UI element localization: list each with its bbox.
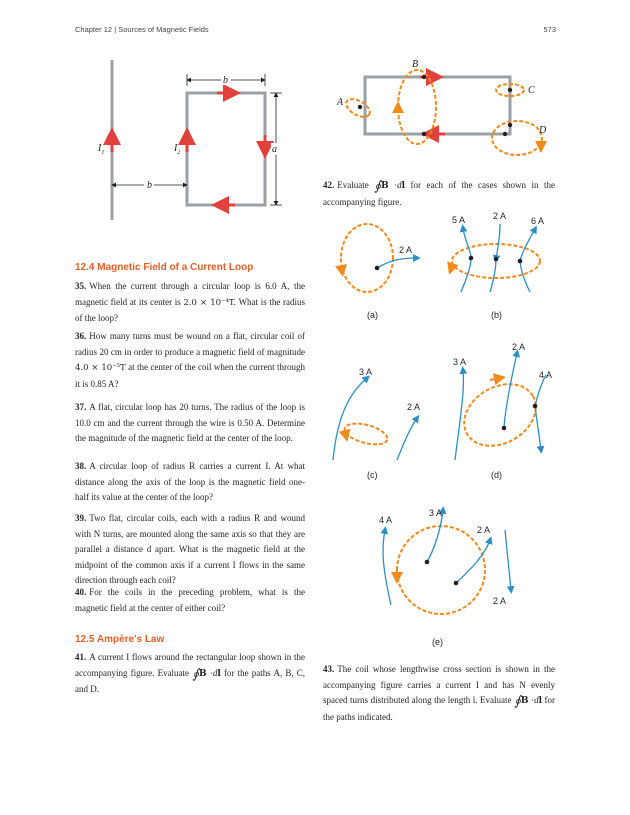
- dim-b-bottom: b: [147, 180, 152, 191]
- dim-b-top: b: [223, 75, 228, 86]
- path-c-label: C: [528, 85, 535, 96]
- svg-text:2 A: 2 A: [512, 342, 526, 352]
- problem-40: 40. For the coils in the preceding problem, what is the magnetic field at the center of either coil?: [75, 587, 305, 613]
- case-c-label: (c): [367, 470, 378, 480]
- svg-text:5 A: 5 A: [452, 215, 466, 225]
- path-d: [492, 121, 542, 155]
- problem-42: 42. Evaluate ∮B ·dl for each of the cases shown in the accompanying figure.: [323, 179, 555, 207]
- svg-text:3 A: 3 A: [453, 357, 467, 367]
- chapter-header: Chapter 12 | Sources of Magnetic Fields: [75, 25, 209, 34]
- dim-a: a: [272, 144, 277, 155]
- path-d-label: D: [539, 125, 547, 136]
- case-a: [341, 224, 417, 320]
- problem-39: 39. Two flat, circular coils, each with a radius R and wound with N turns, are mounted along the same axis so that they are parallel a distance d apart. What is the magnetic field at the midpoint of the common axis if a current I flows in the same direction through each coil?: [75, 513, 305, 585]
- figure-cases-a-e: [325, 210, 555, 650]
- label-i1: $I_1$: [98, 143, 105, 156]
- svg-text:4 A: 4 A: [379, 515, 393, 525]
- problem-43: 43. The coil whose lengthwise cross section is shown in the accompanying figure carries a current I and has N evenly spaced turns distributed along the length l. Evaluate ∮B ·dl for the paths indicated.: [323, 664, 556, 722]
- case-e: [379, 508, 511, 647]
- path-a: [343, 95, 373, 120]
- case-a-label: (a): [367, 310, 378, 320]
- problem-38: 38. A circular loop of radius R carries a current I. At what distance along the axis of the loop is the magnetic field one-half its value at the center of the loop?: [75, 461, 305, 502]
- section-title-12-4: 12.4 Magnetic Field of a Current Loop: [75, 262, 254, 273]
- section-title-12-5: 12.5 Ampère's Law: [75, 634, 165, 645]
- page-number: 573: [543, 25, 556, 34]
- case-b: [451, 211, 544, 320]
- case-c: [333, 367, 420, 480]
- case-e-label: (e): [432, 637, 443, 647]
- case-d: [453, 342, 552, 480]
- label-i2: $I_2$: [174, 143, 181, 156]
- svg-text:2 A: 2 A: [477, 525, 491, 535]
- problem-35: 35. When the current through a circular loop is 6.0 A, the magnetic field at its center is 2.0 × 10⁻⁴T. What is the radius of the loop?: [75, 281, 305, 323]
- svg-text:6 A: 6 A: [531, 216, 545, 226]
- problem-41: 41. A current I flows around the rectangular loop shown in the accompanying figure. Evaluate ∮B ·dl for the paths A, B, C, and D.: [75, 652, 306, 694]
- svg-text:2 A: 2 A: [407, 402, 421, 412]
- path-a-label: A: [337, 97, 344, 108]
- figure-wire-and-loop: [90, 60, 300, 220]
- svg-text:4 A: 4 A: [539, 370, 553, 380]
- figure-paths-abcd: [325, 55, 555, 170]
- problem-36: 36. How many turns must be wound on a flat, circular coil of radius 20 cm in order to produce a magnetic field of magnitude 4.0 × 10⁻⁵T at the center of the coil when the current through it is 0.85 A?: [75, 331, 305, 389]
- svg-text:2 A: 2 A: [493, 211, 507, 221]
- svg-text:2 A: 2 A: [493, 596, 507, 606]
- case-b-label: (b): [491, 310, 502, 320]
- svg-text:3 A: 3 A: [359, 367, 373, 377]
- case-d-label: (d): [491, 470, 502, 480]
- svg-text:3 A: 3 A: [429, 508, 443, 518]
- rectangular-loop: [187, 93, 265, 205]
- problem-37: 37. A flat, circular loop has 20 turns. The radius of the loop is 10.0 cm and the current through the wire is 0.50 A. Determine the magnitude of the magnetic field at the center of the loop.: [75, 402, 305, 443]
- path-b-label: B: [412, 59, 419, 70]
- svg-text:2 A: 2 A: [399, 245, 413, 255]
